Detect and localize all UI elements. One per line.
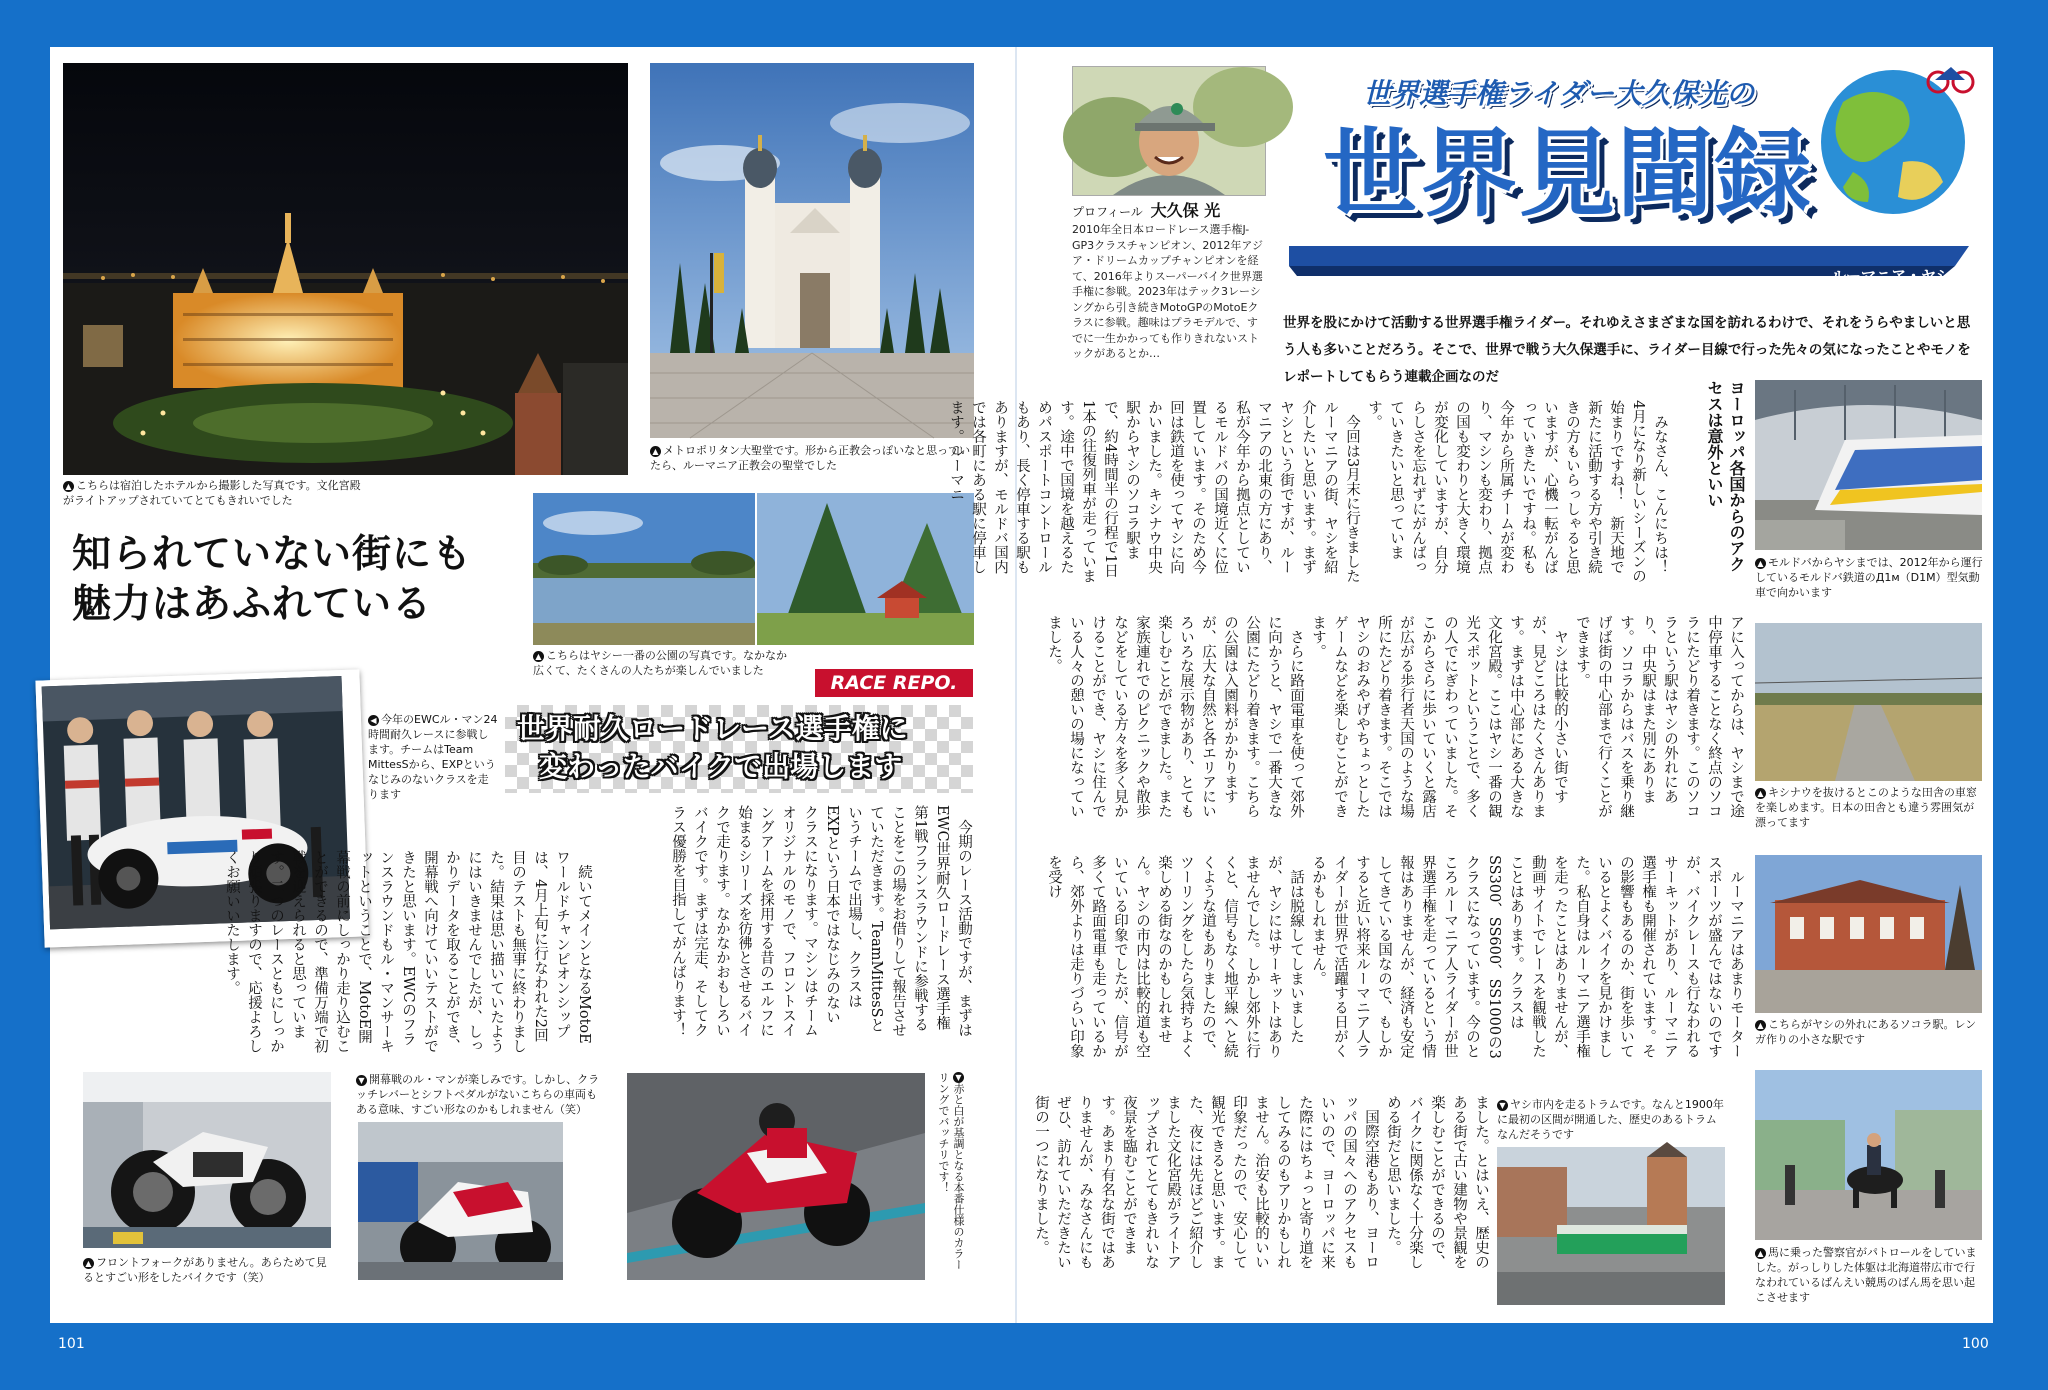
profile-name: 大久保 光 (1150, 201, 1221, 220)
photo-front-fork-bike (83, 1072, 331, 1248)
page-number-right: 100 (1962, 1336, 1989, 1352)
catch-headline-line1: 知られていない街にも (72, 532, 473, 577)
photo-tram (1497, 1147, 1725, 1305)
arrow-up-icon: ▲ (1755, 788, 1766, 799)
title-block (1283, 62, 1975, 298)
arrow-up-icon: ▲ (1755, 1248, 1766, 1259)
profile-label: プロフィール (1072, 205, 1143, 219)
caption-tram: ▼ ヤシ市内を走るトラムです。なんと1900年に最初の区間が開通した、歴史のあるトラムなんだそうです (1497, 1098, 1724, 1141)
arrow-up-icon: ▲ (533, 651, 544, 662)
photo-countryside (1755, 623, 1982, 781)
arrow-down-icon: ▼ (356, 1075, 367, 1086)
title-edition: ルーマニア・ヤシ編 (1831, 267, 1966, 285)
caption-countryside: ▲ キシナウを抜けるとこのような田舎の車窓を楽しめます。日本の田舎とも違う雰囲気が漂ってます (1755, 786, 1977, 829)
race-repo-headline (505, 705, 973, 793)
title-main: 世界見聞録 (1323, 118, 1813, 230)
photo-socola-station (1755, 855, 1982, 1013)
race-repo-tag: RACE REPO. (815, 669, 973, 697)
caption-racing: ▼赤と白が基調となる本番仕様のカラーリングでバッチリです！ (937, 1072, 965, 1270)
race-repo-headline-line1: 世界耐久ロードレース選手権に (517, 712, 908, 745)
caption-cathedral: ▲ メトロポリタン大聖堂です。形から正教会っぽいなと思っていたら、ルーマニア正教会の聖堂でした (650, 444, 971, 472)
caption-front-fork: ▲ フロントフォークがありません。あらためて見るとすごい形をしたバイクです（笑） (83, 1256, 327, 1284)
profile-text: 2010年全日本ロードレース選手権J-GP3クラスチャンピオン、2012年アジア・ドリームカップチャンピオンを経て、2016年よりスーパーバイク世界選手権に参戦。2023年はテック3レーシングから引き続きMotoGPのMotoEクラスに参戦。趣味はプラモデルで、すでに一生かかっても作りきれないストックがあるとか… (1072, 223, 1263, 360)
profile-photo (1072, 66, 1266, 196)
race-repo-headline-line2: 変わったバイクで出場します (539, 750, 903, 783)
photo-park-lake (533, 493, 755, 645)
main-column-2: アに入ってからは、ヤシまで途中停車することなく終点のソコラにたどり着きます。このソコラという駅はヤシの外れにあり、中央駅はまた別にあります。ソコラからはバスを乗り継げば街の中心部まで行くことができます。 ヤシは比較的小さい街ですが、見どころはたくさんあります。まずは中心部にある大きな文化宮殿。ここはヤシ一番の観光スポットということで、多くの人でにぎわっていました。そこからさらに歩いていくと露店が広がる歩行者天国のような場所にたどり着きます。そこではヤシのおみやげやちょっとしたゲームなどを楽しむことができます。 さらに路面電車を使って郊外に向かうと、ヤシで一番大きな公園にたどり着きます。こちらの公園は入園料がかかりますが、広大な自然と各エリアにいろいろな展示物があり、とても楽しむことができました。また家族連れでのピクニックや散歩などをしている方々を多く見かけることができ、ヤシに住んでいる人々の憩いの場になっていました。 (1046, 615, 1744, 818)
main-column-4: ました。とはいえ、歴史のある街で古い建物や景観を楽しむことができるので、バイクに関係なく十分楽しめる街だと思いました。 国際空港もあり、ヨーロッパの国々へのアクセスもいいので、ヨーロッパに来た際にはちょっと寄り道をしてみるのもアリかもしれません。治安も比較的いい印象だったので、安心して観光できると思います。また、夜には先ほどご紹介しました文化宮殿がライトアップされてとてもきれいな夜景を臨むことができます。あまり有名な街ではありませんが、みなさんにもぜひ、訪れていただきたい街の一つになりました。 (1033, 1095, 1489, 1269)
caption-park: ▲ こちらはヤシー一番の公園の写真です。なかなか広くて、たくさんの人たちが楽しんでいました (533, 649, 788, 677)
photo-racing (627, 1073, 925, 1280)
photo-police-horse (1755, 1070, 1982, 1240)
title-series: 世界選手権ライダー大久保光の (1363, 77, 1755, 110)
caption-police-horse: ▲ 馬に乗った警察官がパトロールをしていました。がっしりした体躯は北海道帯広市で行なわれているばんえい競馬のばん馬を思い起こさせます (1755, 1246, 1977, 1304)
main-column-3: ルーマニアはあまりモータースポーツが盛んではないのですが、バイクレースも行なわれるサーキットがあり、ルーマニア選手権も開催されています。その影響もあるのか、街を歩いているとよくバイクを見かけました。私自身はルーマニア選手権を走ったことはありませんが、動画サイトでレースを観戦したことはあります。クラスはSS300、SS600、SS1000の3クラスになっています。今のところルーマニア人ライダーが世界選手権を走っているという情報はありませんが、経済も安定してきている国なので、もしかすると近い将来ルーマニア人ライダーが世界で活躍する日がくるかもしれません。 話は脱線してしまいましたが、ヤシにはサーキットはありませんでした。しかし郊外に行くと、信号もなく地平線へと続くような道もありましたので、ツーリングをしたら気持ちよく楽しめる街なのかもしれません。ヤシの市内は比較的道も空いている印象でしたが、信号が多くて路面電車も走っているから、郊外よりは走りづらい印象を受け (1046, 855, 1744, 1059)
caption-night-palace: ▲ こちらは宿泊したホテルから撮影した写真です。文化宮殿がライトアップされていてとてもきれいでした (63, 479, 361, 507)
arrow-up-icon: ▲ (650, 446, 661, 457)
catch-headline-line2: 魅力はあふれている (72, 582, 433, 627)
page-number-left: 101 (58, 1336, 85, 1352)
arrow-up-icon: ▲ (63, 481, 74, 492)
caption-le-mans-garage: ▼ 開幕戦のル・マンが楽しみです。しかし、クラッチレバーとシフトペダルがないこちらの車両もある意味、すごい形なのかもしれません（笑） (356, 1073, 600, 1116)
page-gutter (1015, 47, 1017, 1323)
catch-headline (72, 530, 472, 630)
main-column-1: みなさん、こんにちは！ 4月になり新しいシーズンの始まりですね！ 新天地で新たに活動する方や引き続きの方もいらっしゃると思いますが、心機一転がんばっていきたいですね。私も今年から所属チームが変わり、マシンも変わり、拠点の国も変わりと大きく環境が変化していますが、自分らしさを忘れずにがんばっていきたいと思っています。 今回は3月末に行きましたルーマニアの街、ヤシを紹介したいと思います。まずヤシという街ですが、ルーマニアの北東の方にあり、私が今年から拠点としているモルドバの国境近くに位置しています。そのため今回は鉄道を使ってヤシに向かいました。キシナウ中央駅からヤシのソコラ駅まで、約4時間半の行程で1日1本の往復列車が走っています。途中で国境を越えるためパスポートコントロールもあり、長く停車する駅もありますが、モルドバ国内では各町にある駅に停車します。ルーマニ (948, 400, 1668, 584)
photo-park-pagoda (757, 493, 974, 645)
photo-metropolitan-cathedral (650, 63, 974, 438)
race-repo-column-1: 今期のレース活動ですが、まずはEWC世界耐久ロードレース選手権第1戦フランスラウンドに参戦することをこの場をお借りして報告させていただきます。TeamMittesSというチームで出場し、クラスはEXPという日本ではなじみのないクラスになります。マシンはチームオリジナルのモノで、フロントスイングアームを採用する昔のエルフに始まるシリーズを彷彿とさせるバイクで走ります。なかなかおもしろいバイクです。まずは完走、そしてクラス優勝を目指してがんばります！ (670, 805, 972, 1037)
caption-team: ◀ 今年のEWCル・マン24時間耐久レースに参戦します。チームはTeam MittesSから、EXPというなじみのないクラスを走ります (368, 713, 498, 801)
arrow-up-icon: ▲ (1755, 558, 1766, 569)
caption-train: ▲ モルドバからヤシまでは、2012年から運行しているモルドバ鉄道のД1м（D1M）型気動車で向かいます (1755, 556, 1983, 599)
arrow-up-icon: ▲ (1755, 1020, 1766, 1031)
arrow-down-icon: ▼ (954, 1073, 963, 1082)
subhead: ヨーロッパ各国からのアクセスは意外といい (1705, 380, 1746, 572)
profile-heading (1072, 198, 1220, 221)
photo-night-palace (63, 63, 628, 475)
photo-train (1755, 380, 1982, 550)
arrow-down-icon: ▼ (1497, 1100, 1508, 1111)
arrow-left-icon: ◀ (368, 715, 379, 726)
lead-text: 世界を股にかけて活動する世界選手権ライダー。それゆえさまざまな国を訪れるわけで、それをうらやましいと思う人も多いことだろう。そこで、世界で戦う大久保選手に、ライダー目線で行った先々の気になったことやモノをレポートしてもらう連載企画なのだ (1283, 315, 1971, 385)
arrow-up-icon: ▲ (83, 1258, 94, 1269)
photo-le-mans-garage (358, 1122, 563, 1280)
race-repo-column-2: 続いてメインとなるMotoEワールドチャンピオンシップは、4月上旬に行なわれた2回目のテストも無事に終わりました。結果は思い描いていたようにはいきませんでしたが、しっかりデータを取ることができ、開幕戦へ向けていいテストができたと思います。EWCのフランスラウンドもル・マンサーキットということで、MotoE開幕戦の前にしっかり走り込むことができるので、準備万端で初戦を迎えられると思っています。二つのレースともにしっかり頑張りますので、応援よろしくお願いいたします。 (224, 850, 592, 1053)
caption-socola-station: ▲ こちらがヤシの外れにあるソコラ駅。レンガ作りの小さな駅です (1755, 1018, 1977, 1046)
